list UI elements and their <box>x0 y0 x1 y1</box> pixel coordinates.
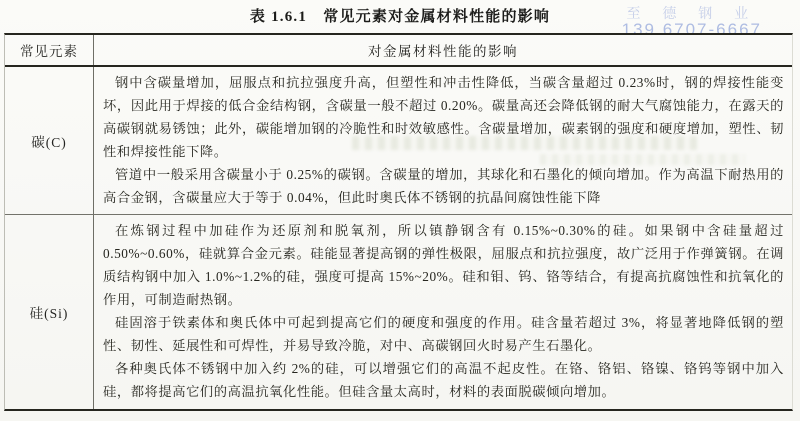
element-cell-silicon: 硅(Si) <box>5 215 94 409</box>
silicon-paragraph-3: 各种奥氏体不锈钢中加入约 2%的硅，可以增强它们的高温不起皮性。在铬、铬铝、铬镍、铬钨等钢中加入硅，都将提高它们的高温抗氧化性能。但硅含量太高时，材料的表面脱碳倾向增加。 <box>103 361 784 399</box>
table-header-row <box>5 35 792 67</box>
header-cell-effects: 对金属材料性能的影响 <box>368 44 518 59</box>
watermark-phone-number: 139 6707-6667 <box>621 20 762 40</box>
table-title: 表 1.6.1 常见元素对金属材料性能的影响 <box>249 9 551 25</box>
element-cell-carbon: 碳(C) <box>5 67 94 214</box>
table-row-carbon <box>5 67 792 215</box>
watermark-company-name: 至 德 钢 业 <box>626 5 758 21</box>
effects-cell-carbon <box>94 67 792 214</box>
properties-table <box>4 33 793 411</box>
silicon-paragraph-1: 在炼钢过程中加硅作为还原剂和脱氧剂，所以镇静钢含有 0.15%~0.30%的硅。如果钢中含硅量超过 0.50%~0.60%，硅就算合金元素。硅能显著提高钢的弹性极限，屈服点和抗拉强度，故广泛用于作弹簧钢。在调质结构钢中加入 1.0%~1.2%的硅，强度可提高 15%~20%。硅和钼、钨、铬等结合，有提高抗腐蚀性和抗氧化的作用，可制造耐热钢。 <box>103 223 784 307</box>
effects-cell-silicon <box>94 215 792 409</box>
carbon-paragraph-1: 钢中含碳量增加，屈服点和抗拉强度升高，但塑性和冲击性降低，当碳含量超过 0.23%时，钢的焊接性能变坏，因此用于焊接的低合金结构钢，含碳量一般不超过 0.20%。碳量高还会降低钢的耐大气腐蚀能力，在露天的高碳钢就易锈蚀；此外，碳能增加钢的冷脆性和时效敏感性。含碳量增加，碳素钢的强度和硬度增加，塑性、韧性和焊接性能下降。 <box>103 75 784 159</box>
table-row-silicon <box>5 215 792 409</box>
silicon-paragraph-2: 硅固溶于铁素体和奥氏体中可起到提高它们的硬度和强度的作用。硅含量若超过 3%，将显著地降低钢的塑性、韧性、延展性和可焊性，并易导致冷脆，对中、高碳钢回火时易产生石墨化。 <box>103 315 784 353</box>
header-cell-element: 常见元素 <box>5 35 94 65</box>
carbon-paragraph-2: 管道中一般采用含碳量小于 0.25%的碳钢。含碳量的增加，其球化和石墨化的倾向增加。作为高温下耐热用的高合金钢，含碳量应大于等于 0.04%，但此时奥氏体不锈钢的抗晶间腐蚀性能下降 <box>103 167 784 205</box>
